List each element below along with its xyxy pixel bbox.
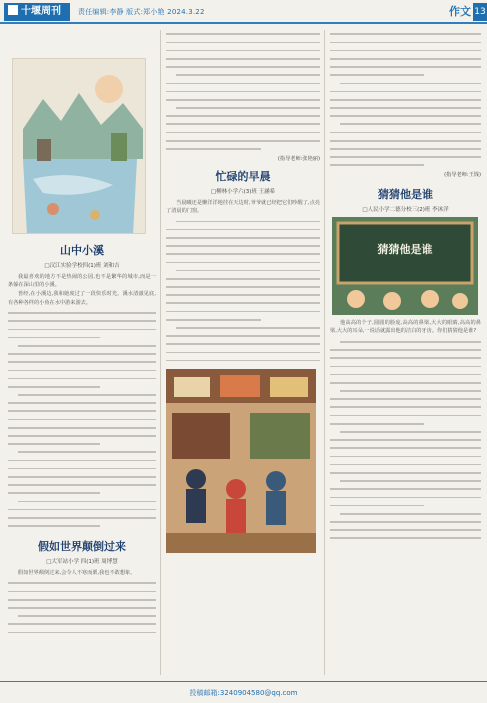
editor-note: (指导老师:王钱) bbox=[444, 172, 481, 179]
article-title: 猜猜他是谁 bbox=[378, 188, 433, 202]
body-text-block bbox=[166, 217, 320, 364]
blackboard-text: 猜猜他是谁 bbox=[377, 243, 433, 257]
column-right bbox=[330, 28, 481, 677]
column-middle bbox=[166, 28, 320, 677]
column-divider bbox=[160, 30, 161, 675]
paragraph: 皆经,在小溪边,我和她度过了一段快乐时光。溪水清澈见底,有各种各样的小鱼在水中游来游去。 bbox=[8, 291, 156, 306]
article-stream bbox=[8, 242, 156, 530]
article-byline: □大军站小学 四(1)班 周博慧 bbox=[46, 558, 118, 565]
body-text-block bbox=[330, 338, 481, 543]
submission-email: 投稿邮箱:3240904580@qq.com bbox=[189, 689, 298, 697]
section-label: 作文 bbox=[449, 5, 471, 18]
body-text-block bbox=[330, 30, 481, 169]
paragraph: 当晨曦还是懒洋洋地挂在天边时,爷爷就已经把它们吵醒了,点亮了清晨的门窗。 bbox=[166, 199, 320, 215]
editor-note: (指导老师:张艳丽) bbox=[277, 155, 320, 162]
article-title: 山中小溪 bbox=[60, 244, 104, 257]
body-text-block bbox=[166, 30, 320, 153]
body-text-block bbox=[8, 309, 156, 530]
classroom-illustration bbox=[332, 217, 478, 315]
illustration-stream bbox=[12, 58, 146, 234]
page-footer bbox=[0, 681, 487, 703]
article-title: 忙碌的早晨 bbox=[215, 169, 271, 183]
article-busy-morning bbox=[166, 168, 320, 365]
paragraph: 我最喜欢的地方不是热闹的公园,也不是繁华的城市,而是一条躲在深山里的小溪。 bbox=[8, 274, 156, 289]
article-guess-who bbox=[330, 186, 481, 542]
article-byline: □柳林小学六(3)班 王涵希 bbox=[210, 188, 276, 195]
body-text-block bbox=[8, 579, 156, 636]
page-header bbox=[0, 0, 487, 24]
paragraph: 他高高的个子,圆圆的脸庞,高高的鼻梁,大大的眼睛,高高的鼻梁,大大的耳朵,一说话就露出他的洁白的牙齿。你们猜猜他是谁? bbox=[330, 320, 481, 335]
stream-illustration bbox=[13, 59, 146, 234]
logo-mark-icon bbox=[8, 5, 18, 15]
column-left bbox=[8, 28, 156, 677]
page-number: 13 bbox=[473, 3, 487, 21]
market-illustration bbox=[166, 369, 316, 553]
illustration-market bbox=[166, 369, 316, 553]
illustration-classroom bbox=[332, 217, 478, 315]
article-byline: □人民小学二德分校三(2)班 李沐洋 bbox=[362, 207, 449, 214]
article-upside-down bbox=[8, 538, 156, 637]
article-title: 假如世界颠倒过来 bbox=[38, 539, 126, 553]
editor-meta: 责任编辑:李静 版式:郑小艳 2024.3.22 bbox=[78, 8, 205, 16]
column-divider bbox=[324, 30, 325, 675]
article-byline: □汉江实验学校四(1)班 刘和吉 bbox=[44, 263, 120, 269]
paragraph: 假如世界颠倒过来,会令人不寒而栗,我也不敢想象。 bbox=[18, 569, 136, 576]
masthead-logo: 十堰周刊 bbox=[4, 3, 70, 21]
